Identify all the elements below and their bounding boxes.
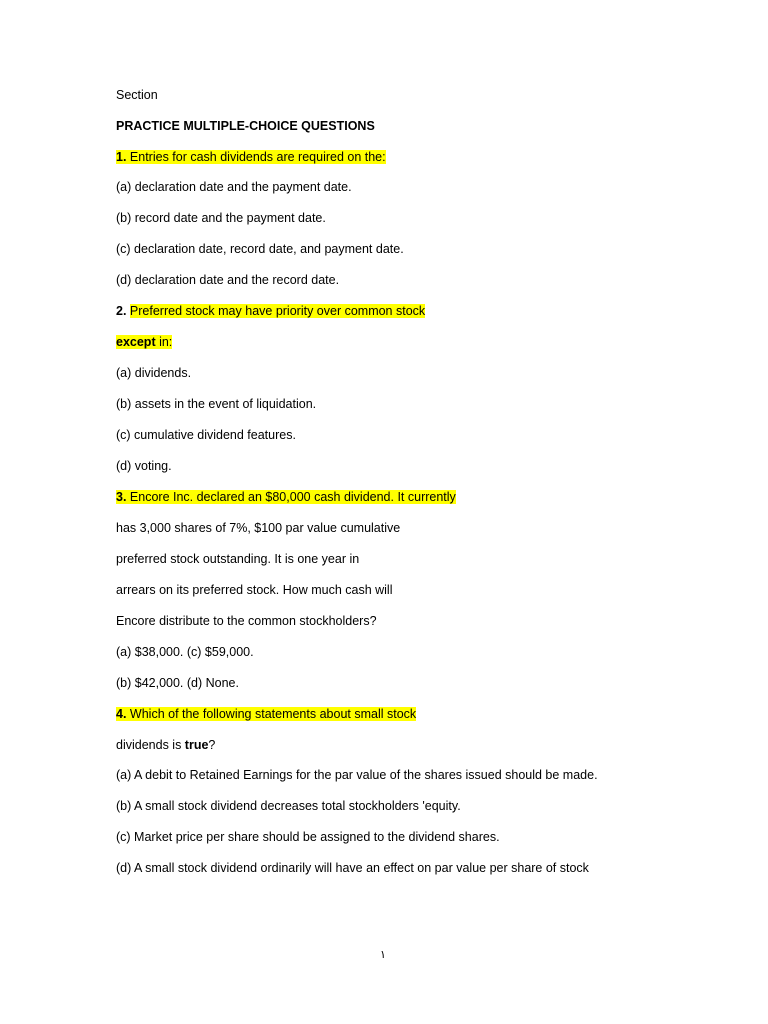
question-3-options-row-2: (b) $42,000. (d) None. bbox=[116, 676, 239, 690]
question-2-text-rest: in: bbox=[155, 335, 173, 349]
question-1-option-b: (b) record date and the payment date. bbox=[116, 211, 326, 225]
question-4-number: 4. bbox=[116, 707, 127, 721]
question-2-option-c: (c) cumulative dividend features. bbox=[116, 428, 296, 442]
question-4-text: Which of the following statements about small stock bbox=[126, 707, 417, 721]
question-1-number: 1. bbox=[116, 150, 127, 164]
question-2-stem-line-2 bbox=[116, 334, 172, 351]
question-3-text: Encore Inc. declared an $80,000 cash dividend. It currently bbox=[126, 490, 456, 504]
question-4-bold-word: true bbox=[184, 738, 209, 752]
question-2-number: 2. bbox=[116, 304, 127, 318]
question-1-option-c: (c) declaration date, record date, and payment date. bbox=[116, 242, 404, 256]
question-2-stem-line-1 bbox=[116, 303, 425, 320]
question-4-text-pre: dividends is bbox=[116, 738, 185, 752]
question-4-option-d: (d) A small stock dividend ordinarily will have an effect on par value per share of stock bbox=[116, 861, 589, 875]
question-4-option-c: (c) Market price per share should be assigned to the dividend shares. bbox=[116, 830, 500, 844]
question-3-options-row-1: (a) $38,000. (c) $59,000. bbox=[116, 645, 254, 659]
question-2-bold-word: except bbox=[116, 335, 156, 349]
question-3-stem-line-5: Encore distribute to the common stockholders? bbox=[116, 614, 377, 628]
question-1-stem bbox=[116, 149, 386, 166]
page-heading: PRACTICE MULTIPLE-CHOICE QUESTIONS bbox=[116, 119, 375, 133]
question-1-option-d: (d) declaration date and the record date. bbox=[116, 273, 340, 287]
question-2-option-b: (b) assets in the event of liquidation. bbox=[116, 397, 317, 411]
question-1-option-a: (a) declaration date and the payment date. bbox=[116, 180, 352, 194]
question-2-option-d: (d) voting. bbox=[116, 459, 172, 473]
section-label: Section bbox=[116, 88, 158, 102]
question-3-stem-line-1 bbox=[116, 489, 456, 506]
question-4-option-a: (a) A debit to Retained Earnings for the par value of the shares issued should be made. bbox=[116, 768, 598, 782]
question-3-stem-line-3: preferred stock outstanding. It is one year in bbox=[116, 552, 360, 566]
question-2-text: Preferred stock may have priority over common stock bbox=[129, 304, 426, 318]
question-2-option-a: (a) dividends. bbox=[116, 366, 192, 380]
question-4-text-post: ? bbox=[208, 738, 216, 752]
question-3-number: 3. bbox=[116, 490, 127, 504]
question-3-stem-line-4: arrears on its preferred stock. How much cash will bbox=[116, 583, 393, 597]
question-4-stem-line-2 bbox=[116, 737, 215, 754]
question-4-stem-line-1 bbox=[116, 706, 416, 723]
question-4-option-b: (b) A small stock dividend decreases total stockholders 'equity. bbox=[116, 799, 461, 813]
question-1-text: Entries for cash dividends are required on the: bbox=[126, 150, 386, 164]
page-number: ١ bbox=[380, 949, 386, 961]
question-3-stem-line-2: has 3,000 shares of 7%, $100 par value cumulative bbox=[116, 521, 401, 535]
